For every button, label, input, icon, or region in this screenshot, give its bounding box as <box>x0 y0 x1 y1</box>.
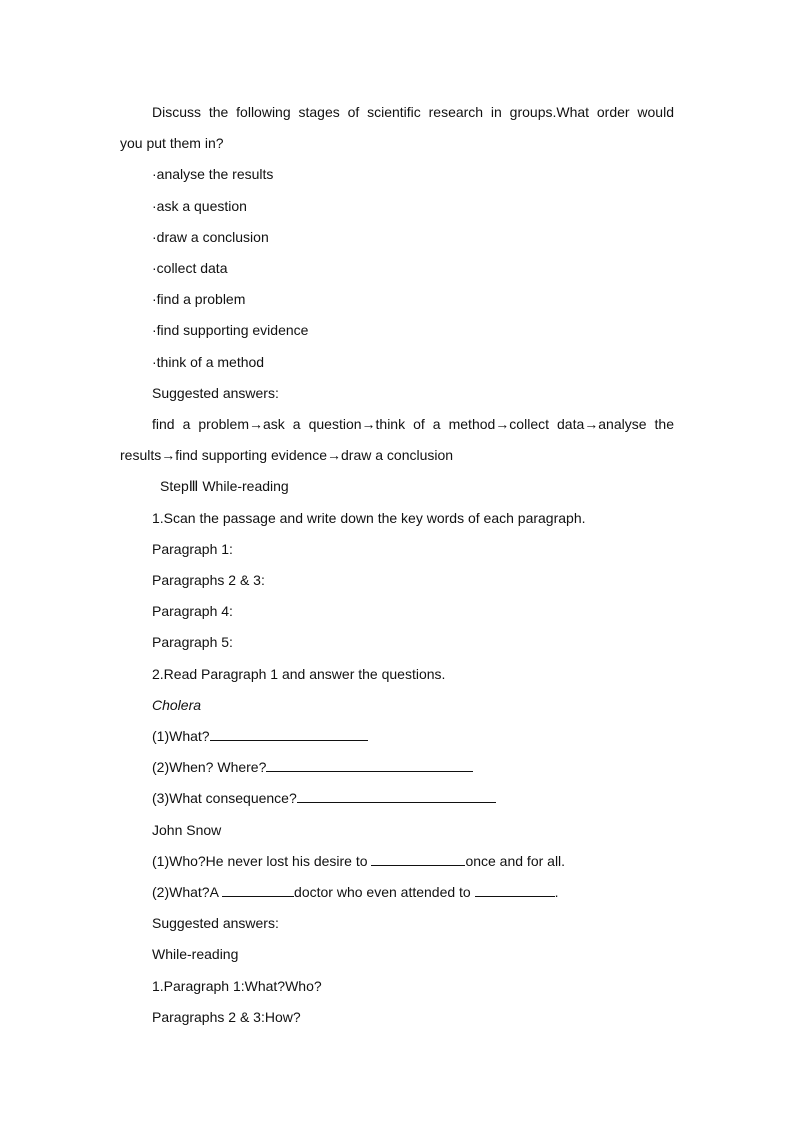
intro-line-1: Discuss the following stages of scientific research in groups.What order would <box>152 104 674 120</box>
cholera-question-1 <box>152 727 368 745</box>
answer-blank[interactable] <box>371 852 465 866</box>
snow-question-2 <box>152 883 559 901</box>
cholera-question-2 <box>152 758 473 776</box>
snow-question-2-end: . <box>554 884 559 900</box>
suggested-answers-label: Suggested answers: <box>152 915 279 931</box>
cholera-question-2-text: (2)When? Where? <box>152 759 267 775</box>
cholera-title: Cholera <box>152 697 202 713</box>
task1-instruction: 1.Scan the passage and write down the key words of each paragraph. <box>152 510 586 526</box>
snow-question-2-mid: doctor who even attended to <box>294 884 475 900</box>
snow-question-1 <box>152 852 565 870</box>
answer-blank[interactable] <box>266 758 473 772</box>
answer-blank[interactable] <box>475 883 555 897</box>
snow-question-2-text: (2)What?A <box>152 884 223 900</box>
stage-item: ·find a problem <box>152 291 246 307</box>
stage-item: ·think of a method <box>152 354 265 370</box>
paragraph-label: Paragraph 5: <box>152 634 233 650</box>
step-heading: StepⅢ While-reading <box>160 478 289 494</box>
order-answer-line-1: find a problem→ask a question→think of a method→collect data→analyse the <box>152 416 674 432</box>
cholera-question-3 <box>152 789 496 807</box>
stage-item: ·analyse the results <box>152 166 274 182</box>
snow-question-1-text: (1)Who?He never lost his desire to <box>152 853 372 869</box>
stage-item: ·find supporting evidence <box>152 322 309 338</box>
cholera-question-3-text: (3)What consequence? <box>152 790 297 806</box>
paragraph-label: Paragraph 1: <box>152 541 233 557</box>
answer-blank[interactable] <box>210 727 368 741</box>
stage-item: ·draw a conclusion <box>152 229 269 245</box>
cholera-question-1-text: (1)What? <box>152 728 210 744</box>
john-snow-title: John Snow <box>152 822 222 838</box>
answer-line: 1.Paragraph 1:What?Who? <box>152 978 322 994</box>
stage-item: ·ask a question <box>152 198 247 214</box>
answers-heading: While-reading <box>152 946 239 962</box>
intro-line-2: you put them in? <box>120 135 224 151</box>
stage-item: ·collect data <box>152 260 228 276</box>
snow-question-1-end: once and for all. <box>465 853 566 869</box>
task2-instruction: 2.Read Paragraph 1 and answer the questions. <box>152 666 446 682</box>
paragraph-label: Paragraph 4: <box>152 603 233 619</box>
suggested-answers-label: Suggested answers: <box>152 385 279 401</box>
answer-blank[interactable] <box>222 883 294 897</box>
paragraph-label: Paragraphs 2 & 3: <box>152 572 265 588</box>
answer-line: Paragraphs 2 & 3:How? <box>152 1009 301 1025</box>
answer-blank[interactable] <box>297 789 496 803</box>
order-answer-line-2: results→find supporting evidence→draw a conclusion <box>120 447 454 463</box>
